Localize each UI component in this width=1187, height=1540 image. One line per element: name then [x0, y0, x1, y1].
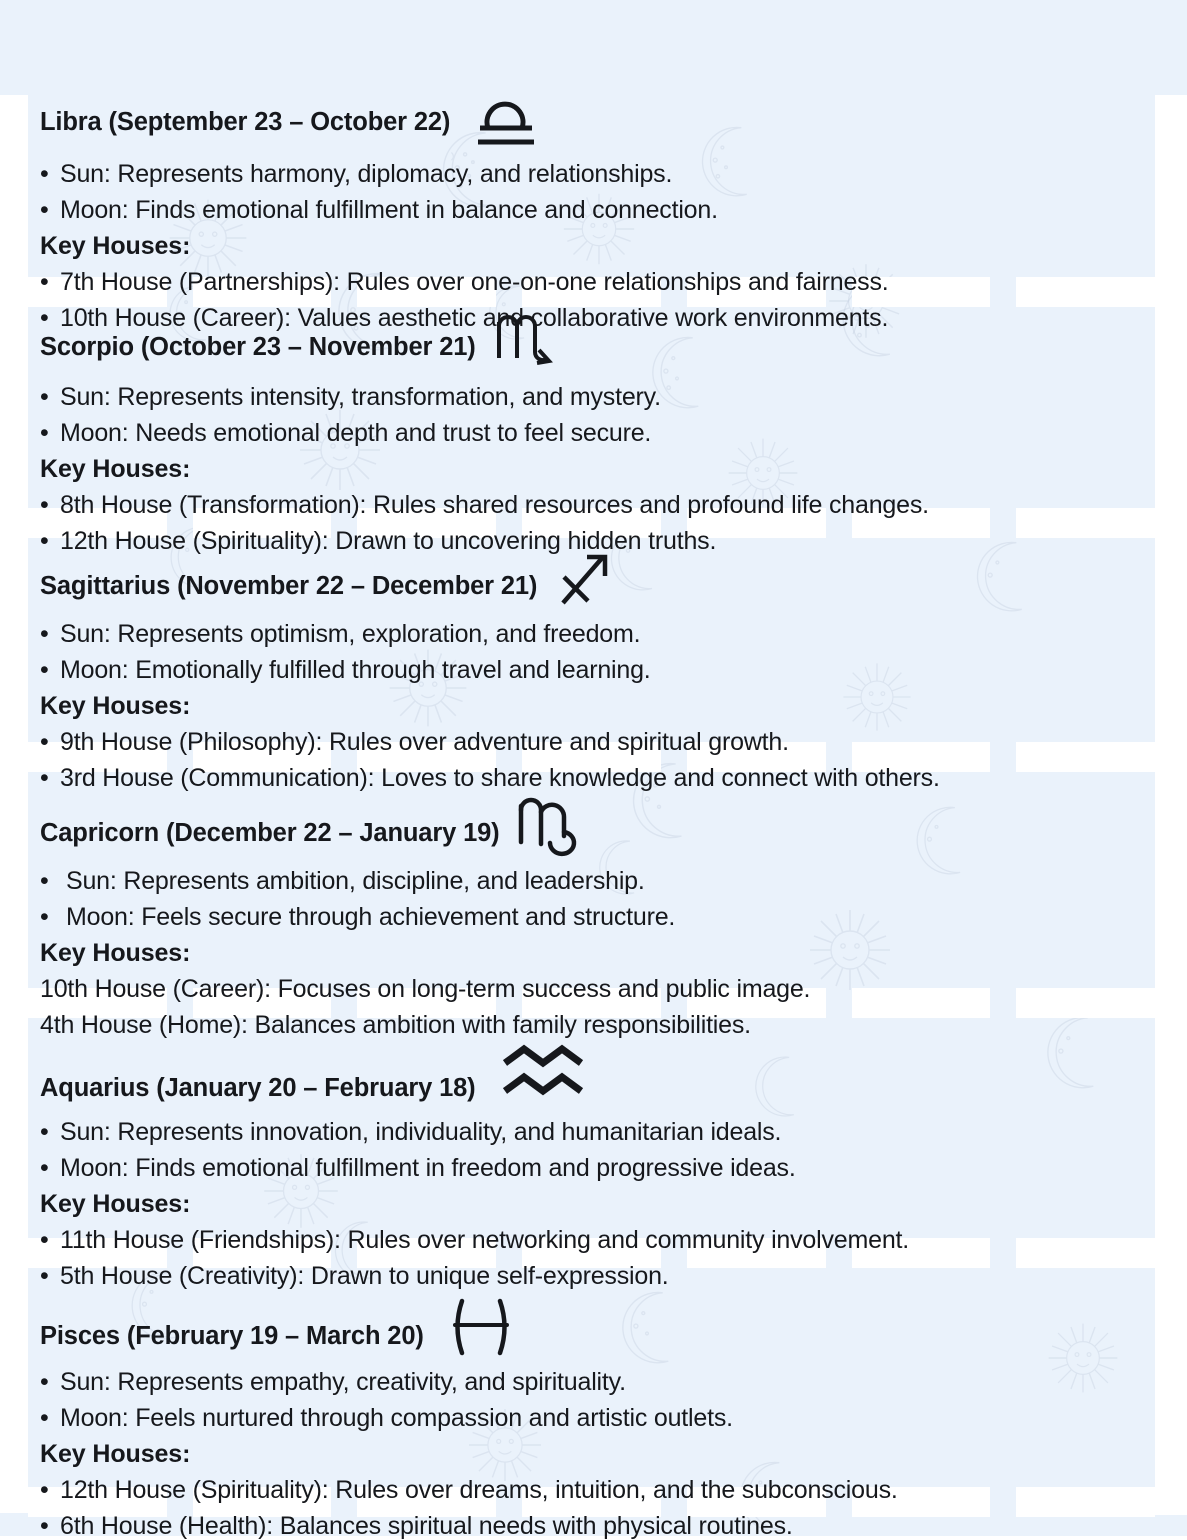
section-heading-scorpio: [40, 322, 1160, 374]
bullet-marker: •: [40, 527, 49, 555]
house-line: [40, 493, 1160, 518]
bullet-marker: •: [40, 196, 49, 224]
sun-text: Sun: Represents optimism, exploration, and freedom.: [60, 620, 641, 648]
section-heading-libra: [40, 95, 1160, 151]
moon-line: [40, 198, 1160, 223]
house-text: 7th House (Partnerships): Rules over one-on-one relationships and fairness.: [60, 268, 889, 296]
zodiac-section-libra: [40, 95, 1160, 331]
section-title-pisces: Pisces (February 19 – March 20): [40, 1322, 424, 1351]
moon-text: Moon: Emotionally fulfilled through travel and learning.: [60, 656, 651, 684]
sun-text: Sun: Represents empathy, creativity, and spirituality.: [60, 1368, 626, 1396]
bullet-marker: •: [40, 1404, 49, 1432]
section-title-scorpio: Scorpio (October 23 – November 21): [40, 333, 476, 362]
key-houses-label: Key Houses:: [40, 939, 191, 967]
scorpio-zodiac-glyph: [494, 312, 558, 374]
zodiac-section-capricorn: [40, 810, 1160, 1038]
bullet-marker: •: [40, 383, 49, 411]
libra-zodiac-glyph: [466, 95, 544, 151]
section-heading-sagittarius: [40, 563, 1160, 611]
sun-line: [40, 385, 1160, 410]
bullet-marker: •: [40, 1512, 49, 1540]
bullet-marker: •: [40, 491, 49, 519]
capricorn-zodiac-glyph: [513, 792, 589, 858]
bullet-marker: •: [40, 728, 49, 756]
key-houses-label: Key Houses:: [40, 1440, 191, 1468]
bullet-marker: •: [40, 268, 49, 296]
key-houses-label: Key Houses:: [40, 692, 191, 720]
bullet-marker: •: [40, 1262, 49, 1290]
house-text: 5th House (Creativity): Drawn to unique self-expression.: [60, 1262, 669, 1290]
bullet-marker: •: [40, 1118, 49, 1146]
bullet-marker: •: [40, 1476, 49, 1504]
moon-text: Moon: Finds emotional fulfillment in balance and connection.: [60, 196, 718, 224]
house-text: 12th House (Spirituality): Drawn to uncovering hidden truths.: [60, 527, 717, 555]
sun-line: [40, 162, 1160, 187]
moon-line: [40, 658, 1160, 683]
house-text: 6th House (Health): Balances spiritual needs with physical routines.: [60, 1512, 793, 1540]
moon-text: Moon: Finds emotional fulfillment in freedom and progressive ideas.: [60, 1154, 796, 1182]
house-line: [40, 1264, 1160, 1289]
house-text: 11th House (Friendships): Rules over networking and community involvement.: [60, 1226, 910, 1254]
zodiac-section-aquarius: [40, 1068, 1160, 1289]
section-title-capricorn: Capricorn (December 22 – January 19): [40, 819, 500, 848]
house-line: [40, 1013, 1160, 1038]
zodiac-section-sagittarius: [40, 563, 1160, 791]
bullet-marker: •: [40, 419, 49, 447]
moon-text: Moon: Feels nurtured through compassion and artistic outlets.: [60, 1404, 733, 1432]
house-line: [40, 1228, 1160, 1253]
bullet-marker: •: [40, 1154, 49, 1182]
house-text: 8th House (Transformation): Rules shared resources and profound life changes.: [60, 491, 929, 519]
house-text: 9th House (Philosophy): Rules over adventure and spiritual growth.: [60, 728, 789, 756]
section-heading-aquarius: [40, 1068, 1160, 1109]
sun-text: Sun: Represents ambition, discipline, and leadership.: [66, 867, 645, 895]
sun-line: [40, 869, 1160, 894]
sun-line: [40, 1370, 1160, 1395]
house-line: [40, 977, 1160, 1002]
bullet-marker: •: [40, 656, 49, 684]
bullet-marker: •: [40, 620, 49, 648]
bullet-marker: •: [40, 764, 49, 792]
house-text: 10th House (Career): Focuses on long-term success and public image.: [40, 975, 811, 1003]
house-line: [40, 1514, 1160, 1539]
house-text: 4th House (Home): Balances ambition with family responsibilities.: [40, 1011, 751, 1039]
sun-line: [40, 622, 1160, 647]
key-houses-label: Key Houses:: [40, 455, 191, 483]
house-text: 3rd House (Communication): Loves to share knowledge and connect with others.: [60, 764, 940, 792]
sun-text: Sun: Represents intensity, transformation, and mystery.: [60, 383, 661, 411]
bullet-marker: •: [40, 304, 49, 332]
pisces-zodiac-glyph: [450, 1295, 512, 1359]
section-title-libra: Libra (September 23 – October 22): [40, 108, 451, 137]
moon-text: Moon: Needs emotional depth and trust to feel secure.: [60, 419, 652, 447]
sun-line: [40, 1120, 1160, 1145]
sun-text: Sun: Represents innovation, individuality, and humanitarian ideals.: [60, 1118, 782, 1146]
house-text: 10th House (Career): Values aesthetic and collaborative work environments.: [60, 304, 889, 332]
moon-line: [40, 421, 1160, 446]
house-line: [40, 1478, 1160, 1503]
zodiac-section-pisces: [40, 1315, 1160, 1539]
moon-line: [40, 1406, 1160, 1431]
section-heading-pisces: [40, 1315, 1160, 1359]
house-line: [40, 766, 1160, 791]
sun-text: Sun: Represents harmony, diplomacy, and relationships.: [60, 160, 673, 188]
bullet-marker: •: [40, 1368, 49, 1396]
house-line: [40, 730, 1160, 755]
section-heading-capricorn: [40, 810, 1160, 858]
bullet-marker: •: [40, 903, 49, 931]
moon-text: Moon: Feels secure through achievement and structure.: [66, 903, 676, 931]
house-text: 12th House (Spirituality): Rules over dreams, intuition, and the subconscious.: [60, 1476, 898, 1504]
bullet-marker: •: [40, 867, 49, 895]
aquarius-zodiac-glyph: [500, 1043, 588, 1109]
zodiac-section-scorpio: [40, 322, 1160, 554]
section-title-aquarius: Aquarius (January 20 – February 18): [40, 1073, 476, 1102]
moon-line: [40, 905, 1160, 930]
key-houses-label: Key Houses:: [40, 232, 191, 260]
bullet-marker: •: [40, 1226, 49, 1254]
section-title-sagittarius: Sagittarius (November 22 – December 21): [40, 572, 538, 601]
sagittarius-zodiac-glyph: [551, 549, 615, 611]
bullet-marker: •: [40, 160, 49, 188]
house-line: [40, 270, 1160, 295]
moon-line: [40, 1156, 1160, 1181]
key-houses-label: Key Houses:: [40, 1190, 191, 1218]
